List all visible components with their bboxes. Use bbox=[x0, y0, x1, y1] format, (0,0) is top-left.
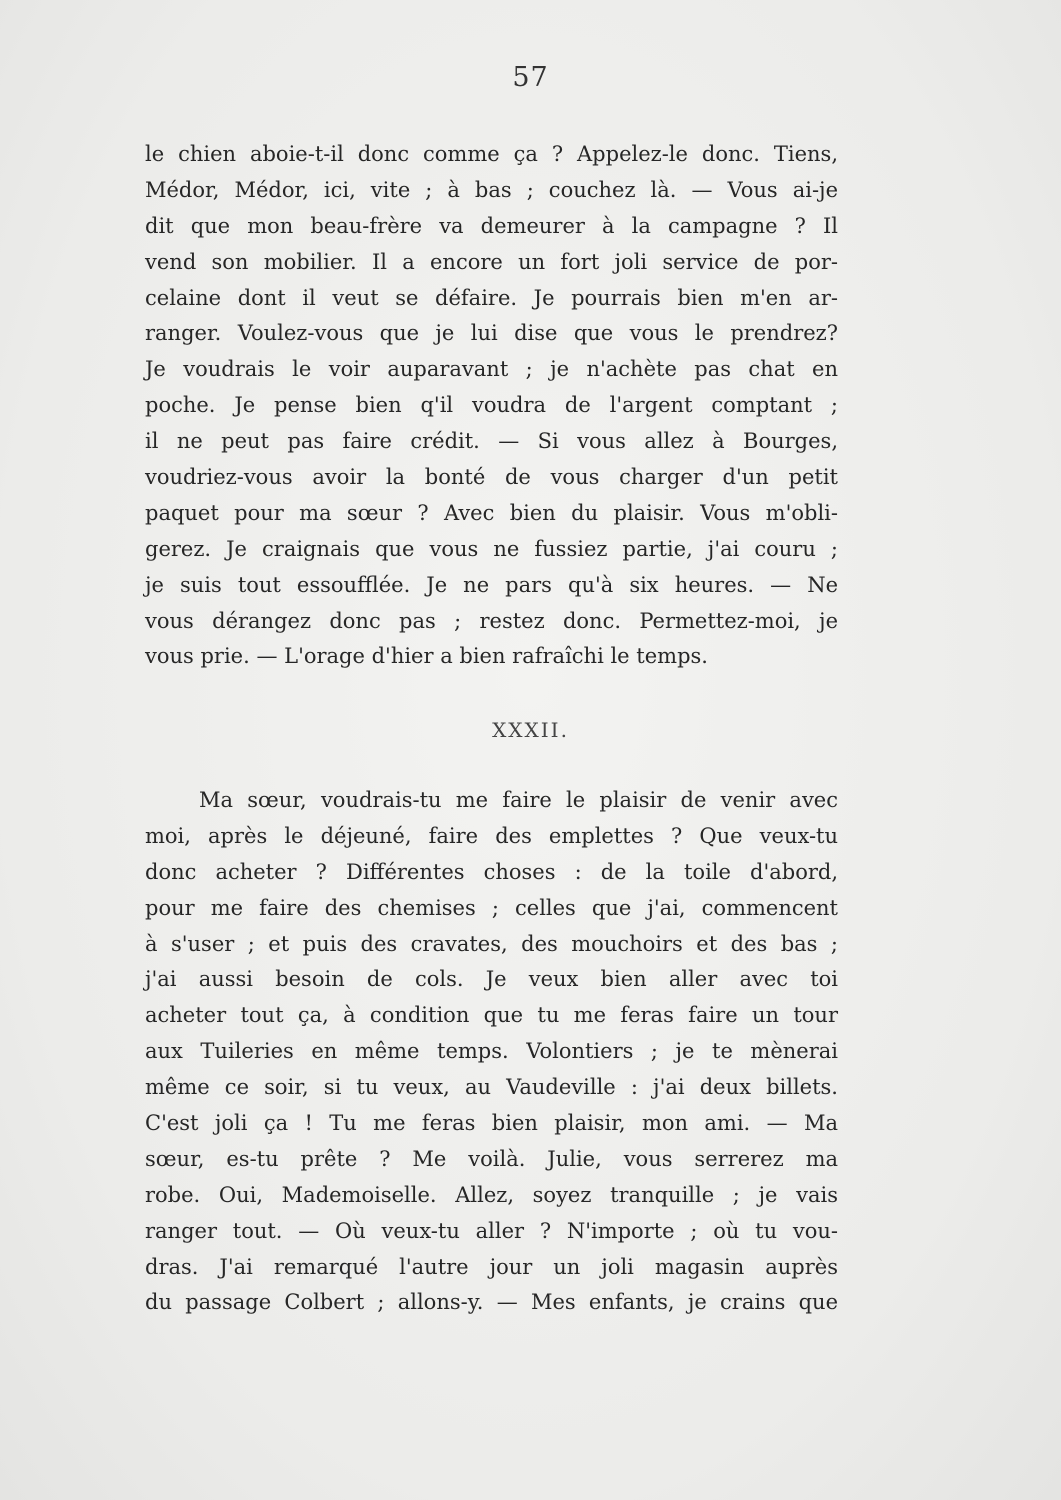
text-line: à s'user ; et puis des cravates, des mouchoirs et des bas ; bbox=[145, 931, 838, 956]
text-line: dras. J'ai remarqué l'autre jour un joli magasin auprès bbox=[145, 1254, 838, 1279]
text-line: moi, après le déjeuné, faire des emplettes ? Que veux-tu bbox=[145, 823, 838, 848]
text-line: ranger. Voulez-vous que je lui dise que vous le prendrez? bbox=[145, 321, 838, 346]
text-line: Médor, Médor, ici, vite ; à bas ; couchez là. — Vous ai-je bbox=[145, 177, 838, 202]
text-line: poche. Je pense bien q'il voudra de l'argent comptant ; bbox=[145, 393, 838, 418]
text-line: ranger tout. — Où veux-tu aller ? N'importe ; où tu vou- bbox=[145, 1218, 838, 1243]
text-line: il ne peut pas faire crédit. — Si vous allez à Bourges, bbox=[145, 429, 838, 454]
text-line: vend son mobilier. Il a encore un fort joli service de por- bbox=[145, 249, 838, 274]
text-line: voudriez-vous avoir la bonté de vous charger d'un petit bbox=[145, 465, 838, 490]
text-line: le chien aboie-t-il donc comme ça ? Appelez-le donc. Tiens, bbox=[145, 142, 838, 166]
text-line: donc acheter ? Différentes choses : de la toile d'abord, bbox=[145, 859, 838, 884]
text-line: j'ai aussi besoin de cols. Je veux bien aller avec toi bbox=[145, 967, 838, 992]
section-heading: XXXII. bbox=[492, 718, 569, 742]
text-line: sœur, es-tu prête ? Me voilà. Julie, vous serrerez ma bbox=[145, 1146, 838, 1171]
text-line: acheter tout ça, à condition que tu me feras faire un tour bbox=[145, 1003, 838, 1028]
text-line: vous prie. — L'orage d'hier a bien rafraîchi le temps. bbox=[145, 644, 708, 669]
page-number: 57 bbox=[512, 62, 549, 93]
paragraph-dialogue-2 bbox=[145, 783, 838, 1321]
text-line: Je voudrais le voir auparavant ; je n'achète pas chat en bbox=[145, 357, 838, 382]
text-line: C'est joli ça ! Tu me feras bien plaisir, mon ami. — Ma bbox=[145, 1111, 838, 1136]
text-line: celaine dont il veut se défaire. Je pourrais bien m'en ar- bbox=[145, 285, 838, 310]
text-line: du passage Colbert ; allons-y. — Mes enfants, je crains que bbox=[145, 1290, 838, 1315]
text-line: je suis tout essoufflée. Je ne pars qu'à six heures. — Ne bbox=[145, 572, 838, 597]
text-line: même ce soir, si tu veux, au Vaudeville : j'ai deux billets. bbox=[145, 1075, 838, 1100]
text-line: paquet pour ma sœur ? Avec bien du plaisir. Vous m'obli- bbox=[145, 500, 838, 525]
text-line: Ma sœur, voudrais-tu me faire le plaisir de venir avec bbox=[199, 788, 838, 812]
text-line: dit que mon beau-frère va demeurer à la campagne ? Il bbox=[145, 213, 838, 238]
paragraph-dialogue-1 bbox=[145, 137, 838, 675]
text-line: vous dérangez donc pas ; restez donc. Permettez-moi, je bbox=[145, 608, 838, 633]
text-line: robe. Oui, Mademoiselle. Allez, soyez tranquille ; je vais bbox=[145, 1182, 838, 1207]
text-line: gerez. Je craignais que vous ne fussiez partie, j'ai couru ; bbox=[145, 536, 838, 561]
text-line: aux Tuileries en même temps. Volontiers ; je te mènerai bbox=[145, 1039, 838, 1064]
text-line: pour me faire des chemises ; celles que j'ai, commencent bbox=[145, 895, 838, 920]
